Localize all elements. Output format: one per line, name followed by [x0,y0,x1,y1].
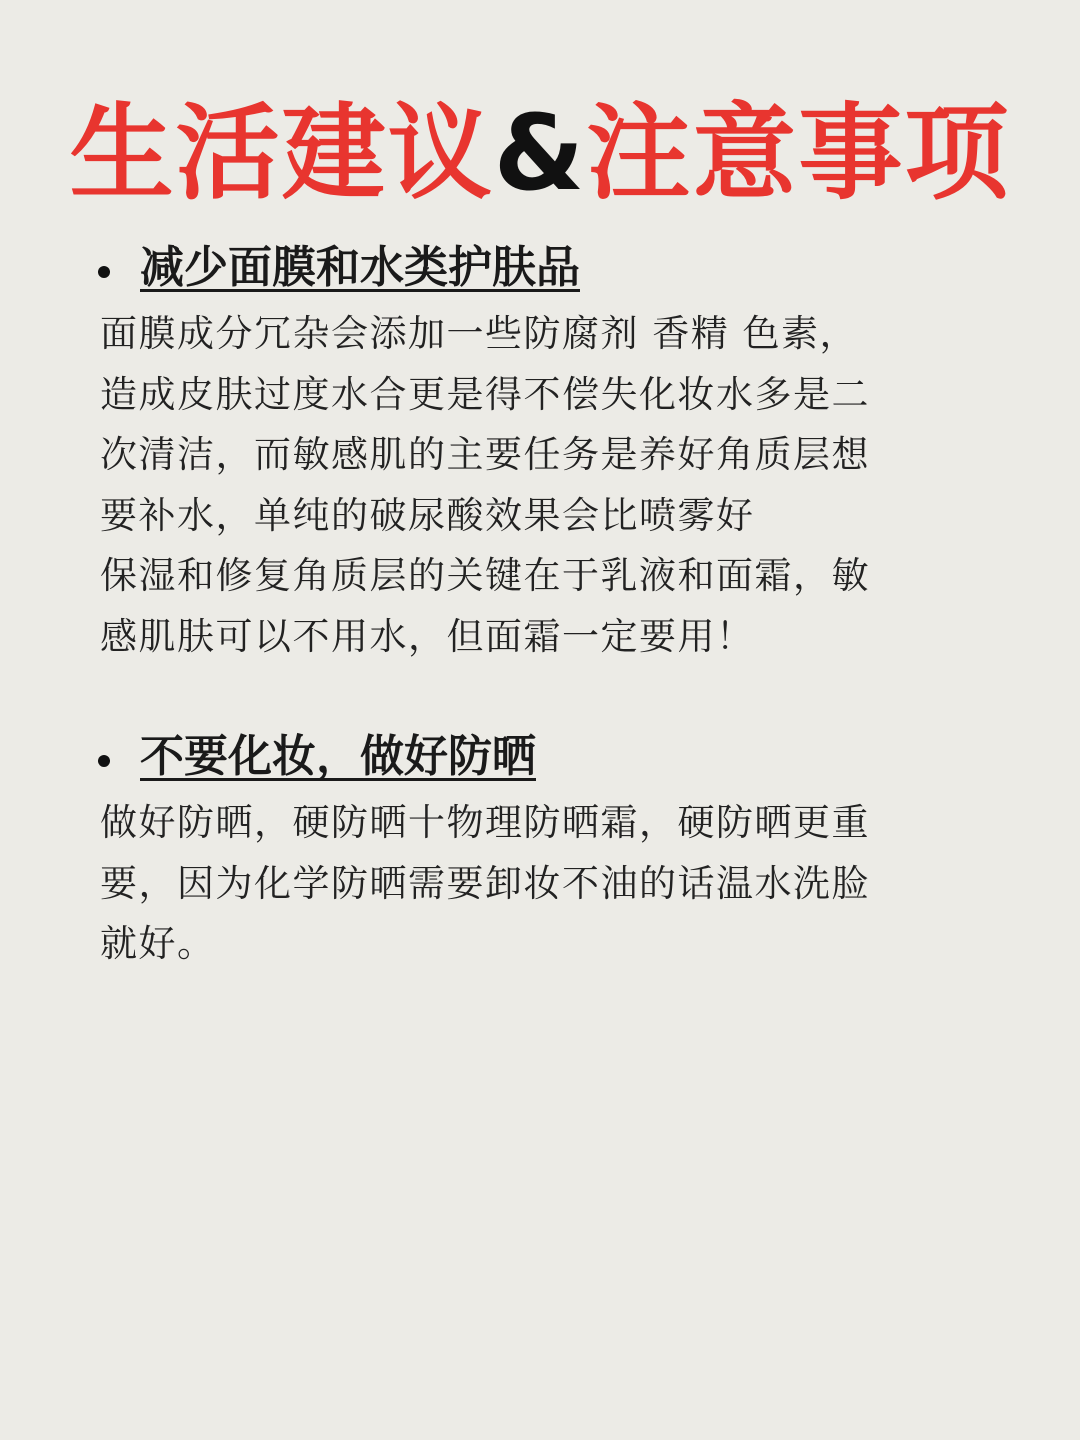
body-line: 就好。 [100,922,216,965]
body-line: 次清洁，而敏感肌的主要任务是养好角质层想 [100,433,870,476]
title-ampersand: & [493,92,587,214]
page-title [0,88,1080,218]
section-header [98,727,536,787]
body-line: 保湿和修复角质层的关键在于乳液和面霜，敏 [100,554,870,597]
bullet-icon [98,266,110,278]
body-line: 感肌肤可以不用水，但面霜一定要用！ [100,614,755,658]
section-heading: 不要化妆，做好防晒 [140,731,536,782]
bullet-icon [98,755,110,767]
body-line: 要，因为化学防晒需要卸妆不油的话温水洗脸 [100,861,870,905]
title-part-1: 生活建议 [69,92,494,214]
body-line: 做好防晒，硬防晒十物理防晒霜，硬防晒更重 [100,801,870,844]
section-body [100,793,1000,975]
section-header [98,238,580,298]
title-part-2: 注意事项 [586,92,1011,214]
section-heading: 减少面膜和水类护肤品 [140,242,580,293]
section-body [100,304,1000,667]
body-line: 造成皮肤过度水合更是得不偿失化妆水多是二 [100,372,870,416]
body-line: 面膜成分冗杂会添加一些防腐剂 香精 色素， [100,312,859,355]
body-line: 要补水，单纯的破尿酸效果会比喷雾好 [100,493,755,537]
